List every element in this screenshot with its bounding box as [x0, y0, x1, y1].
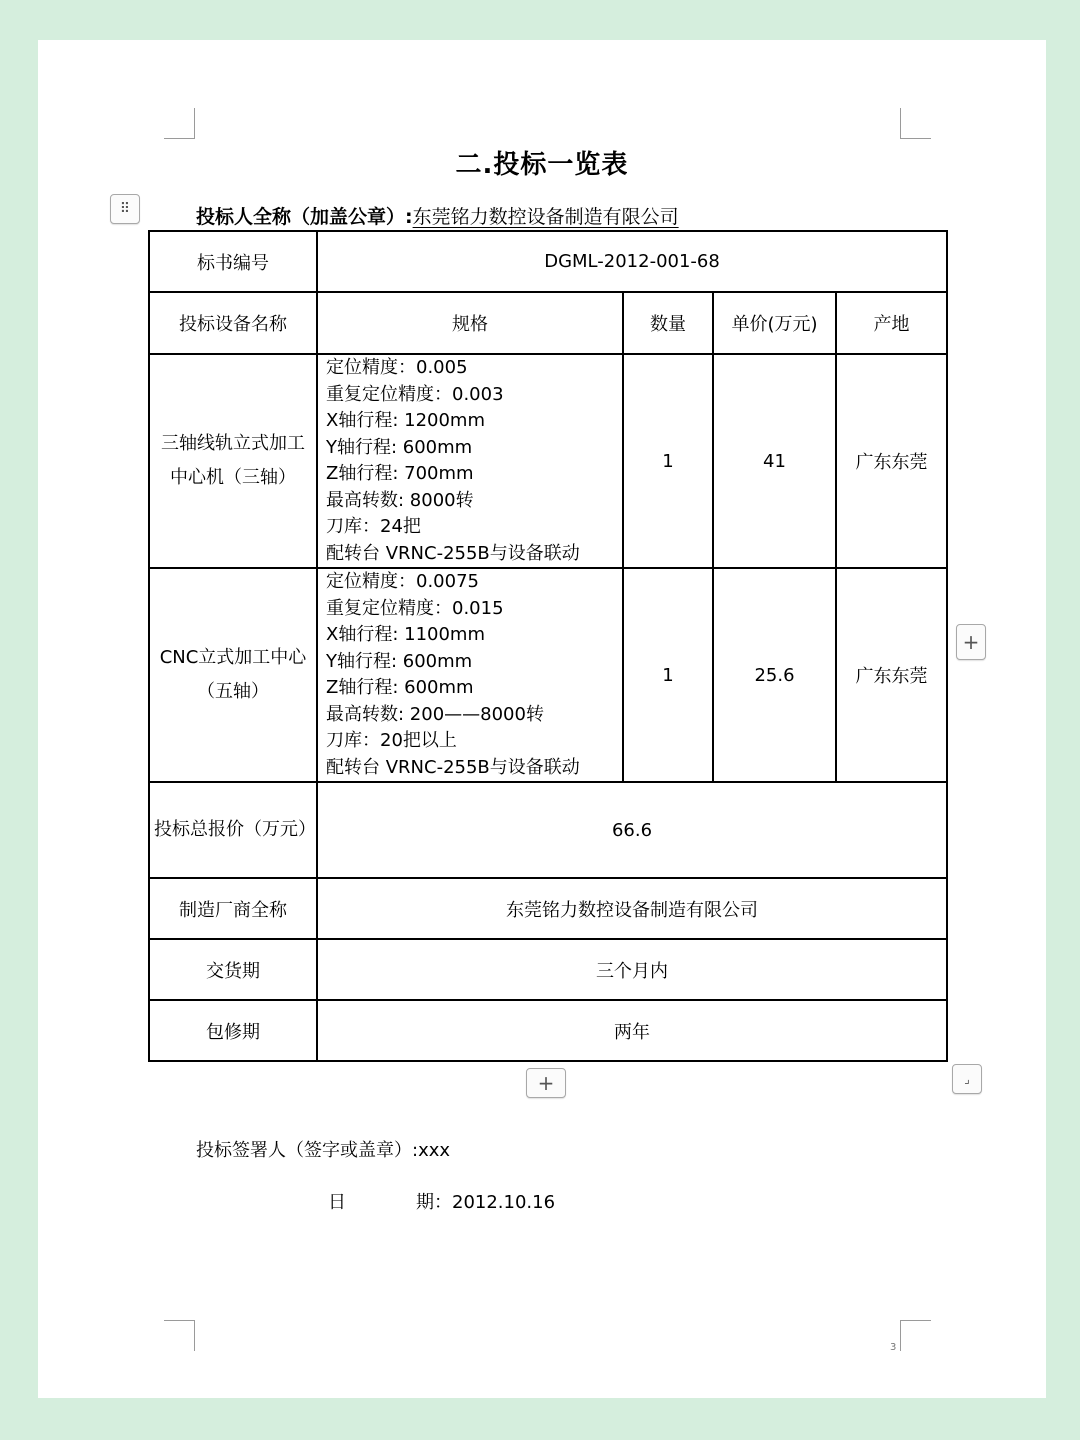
bidder-name: 东莞铭力数控设备制造有限公司	[412, 206, 679, 228]
header-name: 投标设备名称	[149, 292, 317, 354]
signer-value: xxx	[418, 1140, 451, 1161]
delivery-value: 三个月内	[317, 939, 947, 1000]
warranty-label: 包修期	[149, 1000, 317, 1061]
equipment-spec	[317, 354, 623, 568]
manufacturer-value: 东莞铭力数控设备制造有限公司	[317, 878, 947, 939]
spec-line: 刀库：24把	[326, 516, 421, 537]
table-row	[149, 878, 947, 939]
total-value: 66.6	[317, 782, 947, 878]
total-label: 投标总报价（万元）	[149, 782, 317, 878]
spec-line: X轴行程: 1200mm	[326, 410, 485, 431]
table-row	[149, 1000, 947, 1061]
manufacturer-label: 制造厂商全称	[149, 878, 317, 939]
spec-line: 配转台 VRNC-255B与设备联动	[326, 756, 580, 778]
spec-line: Y轴行程: 600mm	[326, 436, 473, 458]
document-title: 二.投标一览表	[455, 150, 629, 180]
table-row	[149, 782, 947, 878]
spec-line: 配转台 VRNC-255B与设备联动	[326, 542, 580, 564]
spec-line: 重复定位精度：0.015	[326, 597, 504, 619]
margin-mark-top-left	[164, 108, 195, 139]
table-row	[149, 568, 947, 782]
header-spec: 规格	[317, 292, 623, 354]
delivery-label: 交货期	[149, 939, 317, 1000]
equipment-qty: 1	[623, 568, 713, 782]
table-row	[149, 354, 947, 568]
header-price: 单价(万元)	[713, 292, 836, 354]
add-column-icon[interactable]: +	[956, 624, 986, 660]
table-row	[149, 939, 947, 1000]
bidder-line	[196, 202, 679, 229]
spec-line: 定位精度：0.0075	[326, 571, 479, 592]
equipment-name: CNC立式加工中心（五轴）	[149, 568, 317, 782]
equipment-name: 三轴线轨立式加工中心机（三轴）	[149, 354, 317, 568]
bid-summary-table	[148, 230, 948, 1062]
signer-label: 投标签署人（签字或盖章）:	[196, 1140, 419, 1161]
table-resize-icon[interactable]: ⌟	[952, 1064, 982, 1094]
equipment-origin: 广东东莞	[836, 354, 947, 568]
equipment-price: 25.6	[713, 568, 836, 782]
header-origin: 产地	[836, 292, 947, 354]
spec-line: 刀库：20把以上	[326, 730, 457, 751]
add-row-icon[interactable]: +	[526, 1068, 566, 1098]
date-label-1: 日	[328, 1192, 346, 1213]
margin-mark-bottom-right	[900, 1320, 931, 1351]
spec-line: 重复定位精度：0.003	[326, 383, 504, 405]
spec-line: X轴行程: 1100mm	[326, 624, 485, 645]
table-row	[149, 231, 947, 292]
date-label-2: 期：	[416, 1192, 452, 1213]
spec-line: 最高转数: 8000转	[326, 489, 474, 511]
date-value: 2012.10.16	[452, 1192, 556, 1213]
spec-line: Z轴行程: 700mm	[326, 463, 474, 484]
page-number: 3	[890, 1342, 897, 1353]
spec-line: Z轴行程: 600mm	[326, 677, 474, 698]
document-page	[38, 40, 1046, 1398]
warranty-value: 两年	[317, 1000, 947, 1061]
spec-line: Y轴行程: 600mm	[326, 650, 473, 672]
header-qty: 数量	[623, 292, 713, 354]
margin-mark-top-right	[900, 108, 931, 139]
equipment-origin: 广东东莞	[836, 568, 947, 782]
table-header-row	[149, 292, 947, 354]
margin-mark-bottom-left	[164, 1320, 195, 1351]
date-line	[328, 1188, 555, 1214]
equipment-qty: 1	[623, 354, 713, 568]
equipment-spec	[317, 568, 623, 782]
spec-line: 最高转数: 200——8000转	[326, 703, 544, 725]
bid-no-label: 标书编号	[149, 231, 317, 292]
equipment-price: 41	[713, 354, 836, 568]
spec-line: 定位精度：0.005	[326, 357, 468, 378]
signer-line	[196, 1136, 450, 1162]
bid-no-value: DGML-2012-001-68	[317, 231, 947, 292]
bidder-label: 投标人全称（加盖公章）:	[196, 206, 413, 228]
table-move-handle-icon[interactable]: ⠿	[110, 194, 140, 224]
